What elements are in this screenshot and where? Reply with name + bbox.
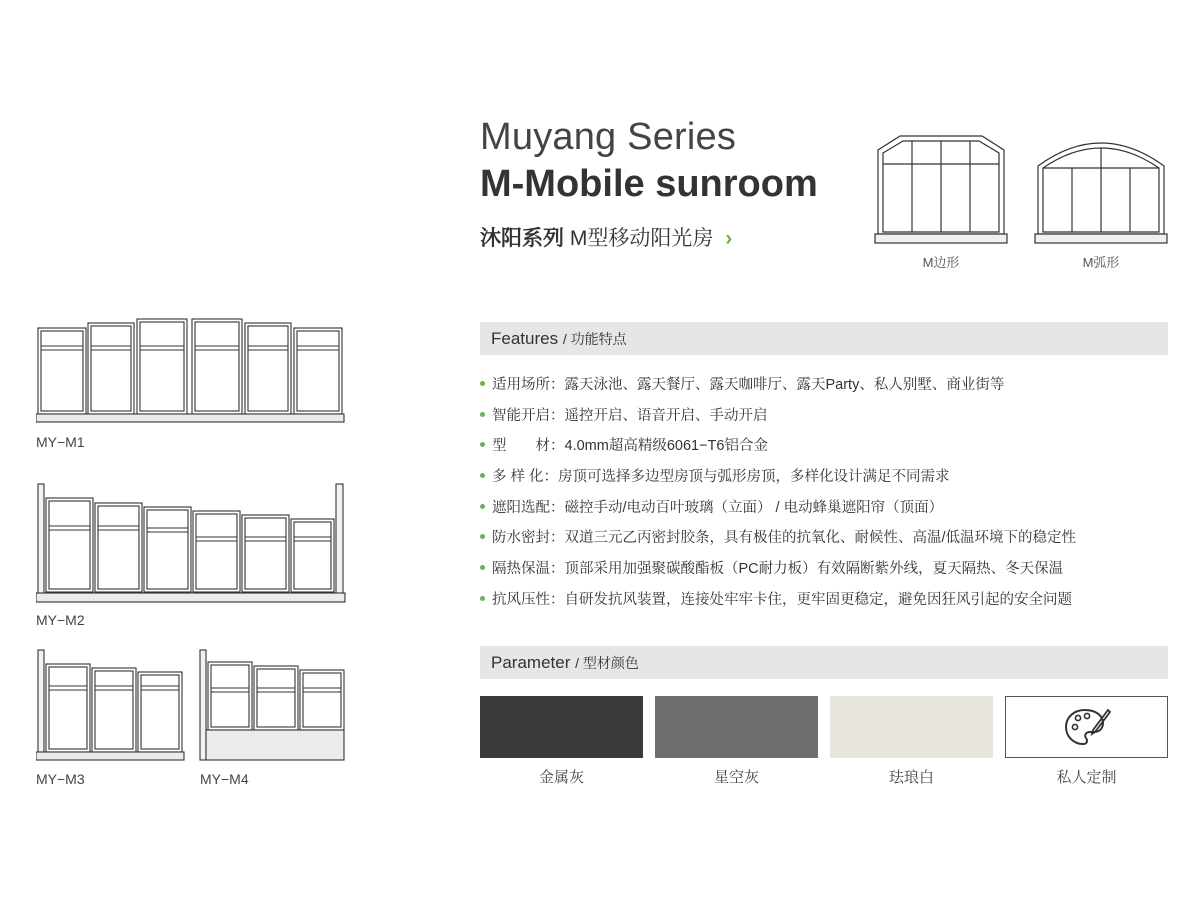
model-label-m2: MY−M2 bbox=[36, 612, 85, 628]
feature-item: 抗风压性：自研发抗风装置，连接处牢牢卡住，更牢固更稳定，避免因狂风引起的安全问题 bbox=[480, 583, 1180, 614]
features-header bbox=[480, 322, 1168, 355]
model-m3-drawing bbox=[36, 648, 186, 763]
color-label: 金属灰 bbox=[538, 769, 584, 786]
bullet-icon bbox=[480, 534, 485, 539]
bullet-icon bbox=[480, 412, 485, 417]
feature-item: 型 材：4.0mm超高精级6061−T6铝合金 bbox=[480, 429, 1180, 460]
polygon-roof-icon bbox=[874, 128, 1008, 246]
feature-item: 智能开启：遥控开启、语音开启、手动开启 bbox=[480, 399, 1180, 430]
product-name-cn: M型移动阳光房 bbox=[569, 227, 714, 250]
feature-item: 多 样 化：房顶可选择多边型房顶与弧形房顶，多样化设计满足不同需求 bbox=[480, 460, 1180, 491]
series-title-cn: 沐阳系列 bbox=[480, 227, 564, 250]
model-m4-drawing bbox=[198, 648, 348, 763]
feature-item: 遮阳选配：磁控手动/电动百叶玻璃（立面） / 电动蜂巢遮阳帘（顶面） bbox=[480, 491, 1180, 522]
color-label: 珐琅白 bbox=[888, 769, 934, 786]
features-title: Features bbox=[491, 329, 559, 348]
bullet-icon bbox=[480, 596, 485, 601]
parameter-header bbox=[480, 646, 1168, 679]
color-label: 私人定制 bbox=[1056, 769, 1117, 786]
color-swatch-enamel-white[interactable] bbox=[830, 696, 993, 758]
product-title-cn bbox=[480, 222, 732, 252]
model-label-m3: MY−M3 bbox=[36, 771, 85, 787]
model-label-m4: MY−M4 bbox=[200, 771, 249, 787]
model-m2-drawing bbox=[36, 482, 346, 607]
bullet-icon bbox=[480, 381, 485, 386]
bullet-icon bbox=[480, 504, 485, 509]
palette-icon bbox=[1063, 706, 1113, 748]
chevron-right-icon: › bbox=[725, 227, 733, 250]
bullet-icon bbox=[480, 442, 485, 447]
bullet-icon bbox=[480, 565, 485, 570]
roof-label-arched: M弧形 bbox=[1082, 255, 1120, 270]
feature-item: 适用场所：露天泳池、露天餐厅、露天咖啡厅、露天Party、私人别墅、商业街等 bbox=[480, 368, 1180, 399]
bullet-icon bbox=[480, 473, 485, 478]
feature-item: 防水密封：双道三元乙丙密封胶条，具有极佳的抗氧化、耐候性、高温/低温环境下的稳定性 bbox=[480, 521, 1180, 552]
model-label-m1: MY−M1 bbox=[36, 434, 85, 450]
color-label: 星空灰 bbox=[713, 769, 759, 786]
features-list bbox=[480, 368, 1180, 614]
color-swatch-star-gray[interactable] bbox=[655, 696, 818, 758]
color-swatch-metal-gray[interactable] bbox=[480, 696, 643, 758]
features-subtitle: / 功能特点 bbox=[562, 331, 627, 347]
model-m1-drawing bbox=[36, 318, 346, 428]
series-title-en: Muyang Series bbox=[480, 116, 737, 158]
parameter-title: Parameter bbox=[491, 653, 571, 672]
roof-label-polygon: M边形 bbox=[922, 255, 960, 270]
color-swatch-custom[interactable] bbox=[1005, 696, 1168, 758]
product-title-en: M-Mobile sunroom bbox=[480, 163, 818, 205]
feature-item: 隔热保温：顶部采用加强聚碳酸酯板（PC耐力板）有效隔断紫外线，夏天隔热、冬天保温 bbox=[480, 552, 1180, 583]
parameter-subtitle: / 型材颜色 bbox=[575, 655, 639, 671]
arched-roof-icon bbox=[1034, 128, 1168, 246]
